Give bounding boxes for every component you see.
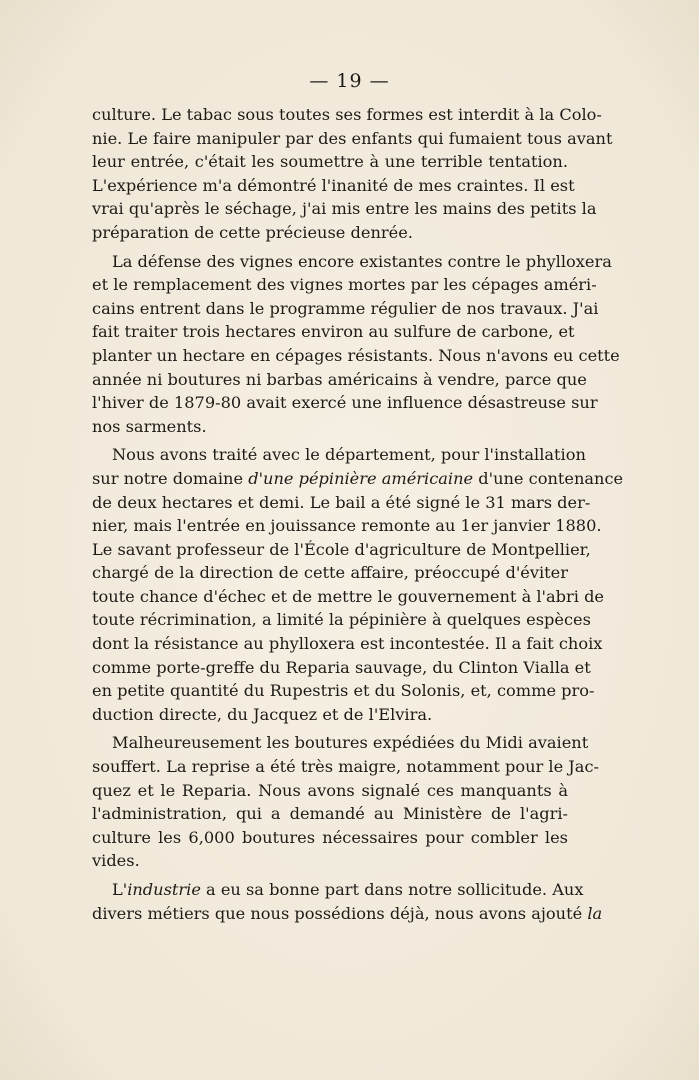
text-line: planter un hectare en cépages résistants. Nous n'avons eu cette <box>92 345 620 365</box>
text-line: dont la résistance au phylloxera est incontestée. Il a fait choix <box>92 634 603 654</box>
text-line-with-italic <box>92 878 584 902</box>
text-line: fait traiter trois hectares environ au sulfure de carbone, et <box>92 322 575 342</box>
paragraph-cuttings <box>92 731 599 873</box>
text-line: toute récrimination, a limité la pépinière à quelques espèces <box>92 610 591 630</box>
text-line: et le remplacement des vignes mortes par les cépages améri- <box>92 275 597 295</box>
text-segment: d'une contenance <box>473 468 624 488</box>
text-line: comme porte-greffe du Reparia sauvage, du Clinton Vialla et <box>92 657 591 677</box>
text-line: leur entrée, c'était les soumettre à une terrible tentation. <box>92 152 568 172</box>
text-segment: divers métiers que nous possédions déjà, nous avons ajouté <box>92 903 588 923</box>
paragraph-industry <box>92 878 603 925</box>
text-line: vrai qu'après le séchage, j'ai mis entre les mains des petits la <box>92 199 597 219</box>
text-line: culture les 6,000 boutures nécessaires pour combler les <box>92 827 568 847</box>
italic-phrase: d'une pépinière américaine <box>248 468 474 488</box>
text-line: année ni boutures ni barbas américains à vendre, parce que <box>92 369 587 389</box>
text-line: culture. Le tabac sous toutes ses formes est interdit à la Colo- <box>92 105 602 124</box>
text-line: toute chance d'échec et de mettre le gouvernement à l'abri de <box>92 586 605 606</box>
paragraph-nursery <box>92 443 624 726</box>
text-segment: a eu sa bonne part dans notre sollicitude. Aux <box>200 880 584 899</box>
text-line: chargé de la direction de cette affaire, préoccupé d'éviter <box>92 563 568 583</box>
text-line: duction directe, du Jacquez et de l'Elvira. <box>92 704 433 724</box>
text-line: nier, mais l'entrée en jouissance remonte au 1er janvier 1880. <box>92 516 602 536</box>
text-line: souffert. La reprise a été très maigre, notamment pour le Jac- <box>92 757 599 777</box>
paragraph-tobacco <box>92 103 613 245</box>
text-line: de deux hectares et demi. Le bail a été signé le 31 mars der- <box>92 492 591 512</box>
body-text <box>92 103 624 925</box>
text-segment: sur notre domaine <box>92 468 249 488</box>
text-line: nos sarments. <box>92 416 207 436</box>
text-line-with-italic <box>92 902 603 926</box>
text-line: l'administration, qui a demandé au Ministère de l'agri- <box>92 804 568 824</box>
text-line: l'hiver de 1879-80 avait exercé une influence désastreuse sur <box>92 393 598 413</box>
text-line: Le savant professeur de l'École d'agriculture de Montpellier, <box>92 539 591 559</box>
text-line: quez et le Reparia. Nous avons signalé ces manquants à <box>92 780 568 800</box>
italic-word: la <box>587 903 603 923</box>
text-line: L'expérience m'a démontré l'inanité de mes craintes. Il est <box>92 175 575 195</box>
italic-word: industrie <box>127 880 201 899</box>
text-line: La défense des vignes encore existantes contre le phylloxera <box>112 251 612 271</box>
paragraph-phylloxera <box>92 250 620 439</box>
text-line: en petite quantité du Rupestris et du Solonis, et, comme pro- <box>92 681 595 701</box>
text-line: Nous avons traité avec le département, pour l'installation <box>112 445 586 465</box>
text-line: cains entrent dans le programme régulier de nos travaux. J'ai <box>92 298 599 318</box>
text-line: préparation de cette précieuse denrée. <box>92 222 413 242</box>
text-line: nie. Le faire manipuler par des enfants qui fumaient tous avant <box>92 128 613 148</box>
text-line: Malheureusement les boutures expédiées du Midi avaient <box>112 733 589 753</box>
page-number: — 19 — <box>309 70 390 92</box>
text-line-with-italic <box>92 467 624 491</box>
text-line: vides. <box>92 851 140 871</box>
text-segment: L' <box>112 880 128 899</box>
